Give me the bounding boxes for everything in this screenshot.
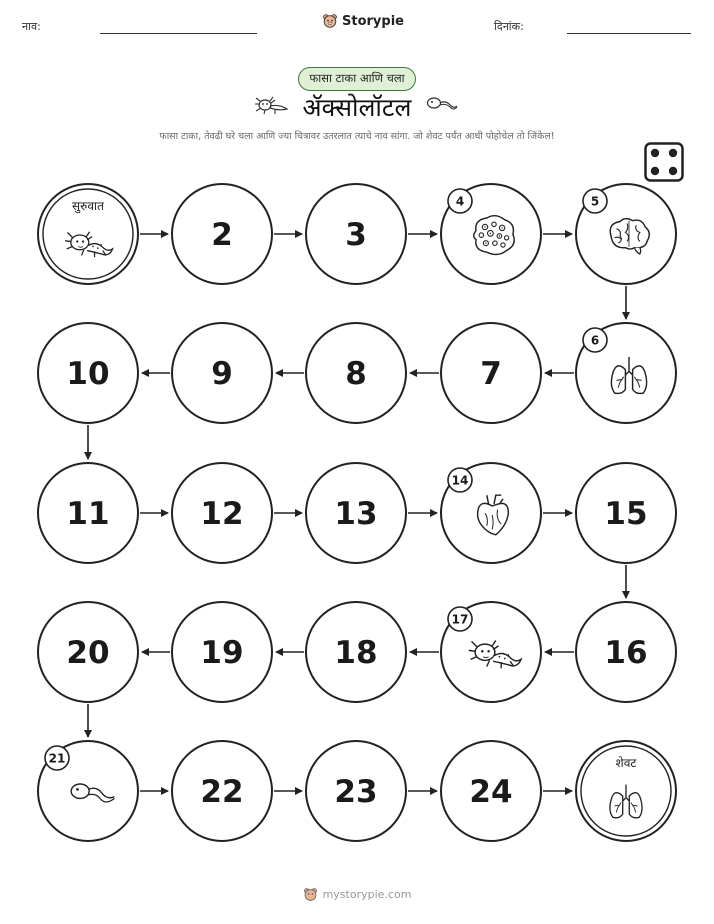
board-square-17 bbox=[441, 602, 541, 702]
board-square-5 bbox=[576, 184, 676, 284]
footer bbox=[0, 887, 714, 902]
board-square-8 bbox=[306, 323, 406, 423]
square-badge-number: 17 bbox=[451, 612, 469, 627]
board-square-20 bbox=[38, 602, 138, 702]
square-number: 16 bbox=[604, 635, 648, 671]
board-square-4 bbox=[441, 184, 541, 284]
square-number: 24 bbox=[469, 774, 513, 810]
board-square-23 bbox=[306, 741, 406, 841]
finish-label: शेवट bbox=[615, 756, 637, 770]
square-number: 15 bbox=[604, 496, 648, 532]
square-number: 7 bbox=[480, 356, 502, 392]
square-number: 8 bbox=[345, 356, 367, 392]
square-number: 10 bbox=[66, 356, 110, 392]
board-square-3 bbox=[306, 184, 406, 284]
board-square-12 bbox=[172, 463, 272, 563]
instructions: फासा टाका, तेवढी घरे चला आणि ज्या चित्रावर उतरलात त्याचे नाव सांगा. जो शेवट पर्यंत आधी पोहोचेल तो जिंकेल! bbox=[159, 131, 555, 142]
name-label: नाव: bbox=[22, 20, 41, 33]
board-square-13 bbox=[306, 463, 406, 563]
date-label: दिनांक: bbox=[494, 20, 524, 33]
page-title: ॲक्सोलॉटल bbox=[302, 93, 412, 122]
egg-cluster-icon bbox=[474, 216, 514, 255]
board-square-25 bbox=[576, 741, 676, 841]
square-number: 20 bbox=[66, 635, 110, 671]
board-square-1 bbox=[38, 184, 138, 284]
board-square-9 bbox=[172, 323, 272, 423]
board-square-14 bbox=[441, 463, 541, 563]
square-number: 23 bbox=[334, 774, 378, 810]
square-badge-number: 6 bbox=[590, 333, 600, 348]
board-square-18 bbox=[306, 602, 406, 702]
board-square-6 bbox=[576, 323, 676, 423]
square-badge-number: 21 bbox=[48, 751, 66, 766]
square-number: 12 bbox=[200, 496, 244, 532]
start-label: सुरुवात bbox=[72, 199, 104, 213]
square-number: 22 bbox=[200, 774, 244, 810]
board-square-24 bbox=[441, 741, 541, 841]
square-badge-number: 4 bbox=[455, 194, 465, 209]
board-square-21 bbox=[38, 741, 138, 841]
board-square-7 bbox=[441, 323, 541, 423]
footer-site: mystorypie.com bbox=[322, 888, 412, 901]
square-number: 19 bbox=[200, 635, 244, 671]
board-square-11 bbox=[38, 463, 138, 563]
board-square-19 bbox=[172, 602, 272, 702]
board-square-10 bbox=[38, 323, 138, 423]
square-badge-number: 14 bbox=[451, 473, 469, 488]
square-badge-number: 5 bbox=[590, 194, 600, 209]
board-square-15 bbox=[576, 463, 676, 563]
square-number: 2 bbox=[211, 217, 233, 253]
square-number: 3 bbox=[345, 217, 367, 253]
square-number: 18 bbox=[334, 635, 378, 671]
board-square-22 bbox=[172, 741, 272, 841]
square-number: 13 bbox=[334, 496, 378, 532]
board-square-16 bbox=[576, 602, 676, 702]
brand-name: Storypie bbox=[342, 13, 404, 29]
bear-mascot-icon bbox=[303, 887, 318, 902]
subtitle-pill: फासा टाका आणि चला bbox=[298, 67, 416, 91]
square-number: 9 bbox=[211, 356, 233, 392]
board-square-2 bbox=[172, 184, 272, 284]
square-number: 11 bbox=[66, 496, 110, 532]
